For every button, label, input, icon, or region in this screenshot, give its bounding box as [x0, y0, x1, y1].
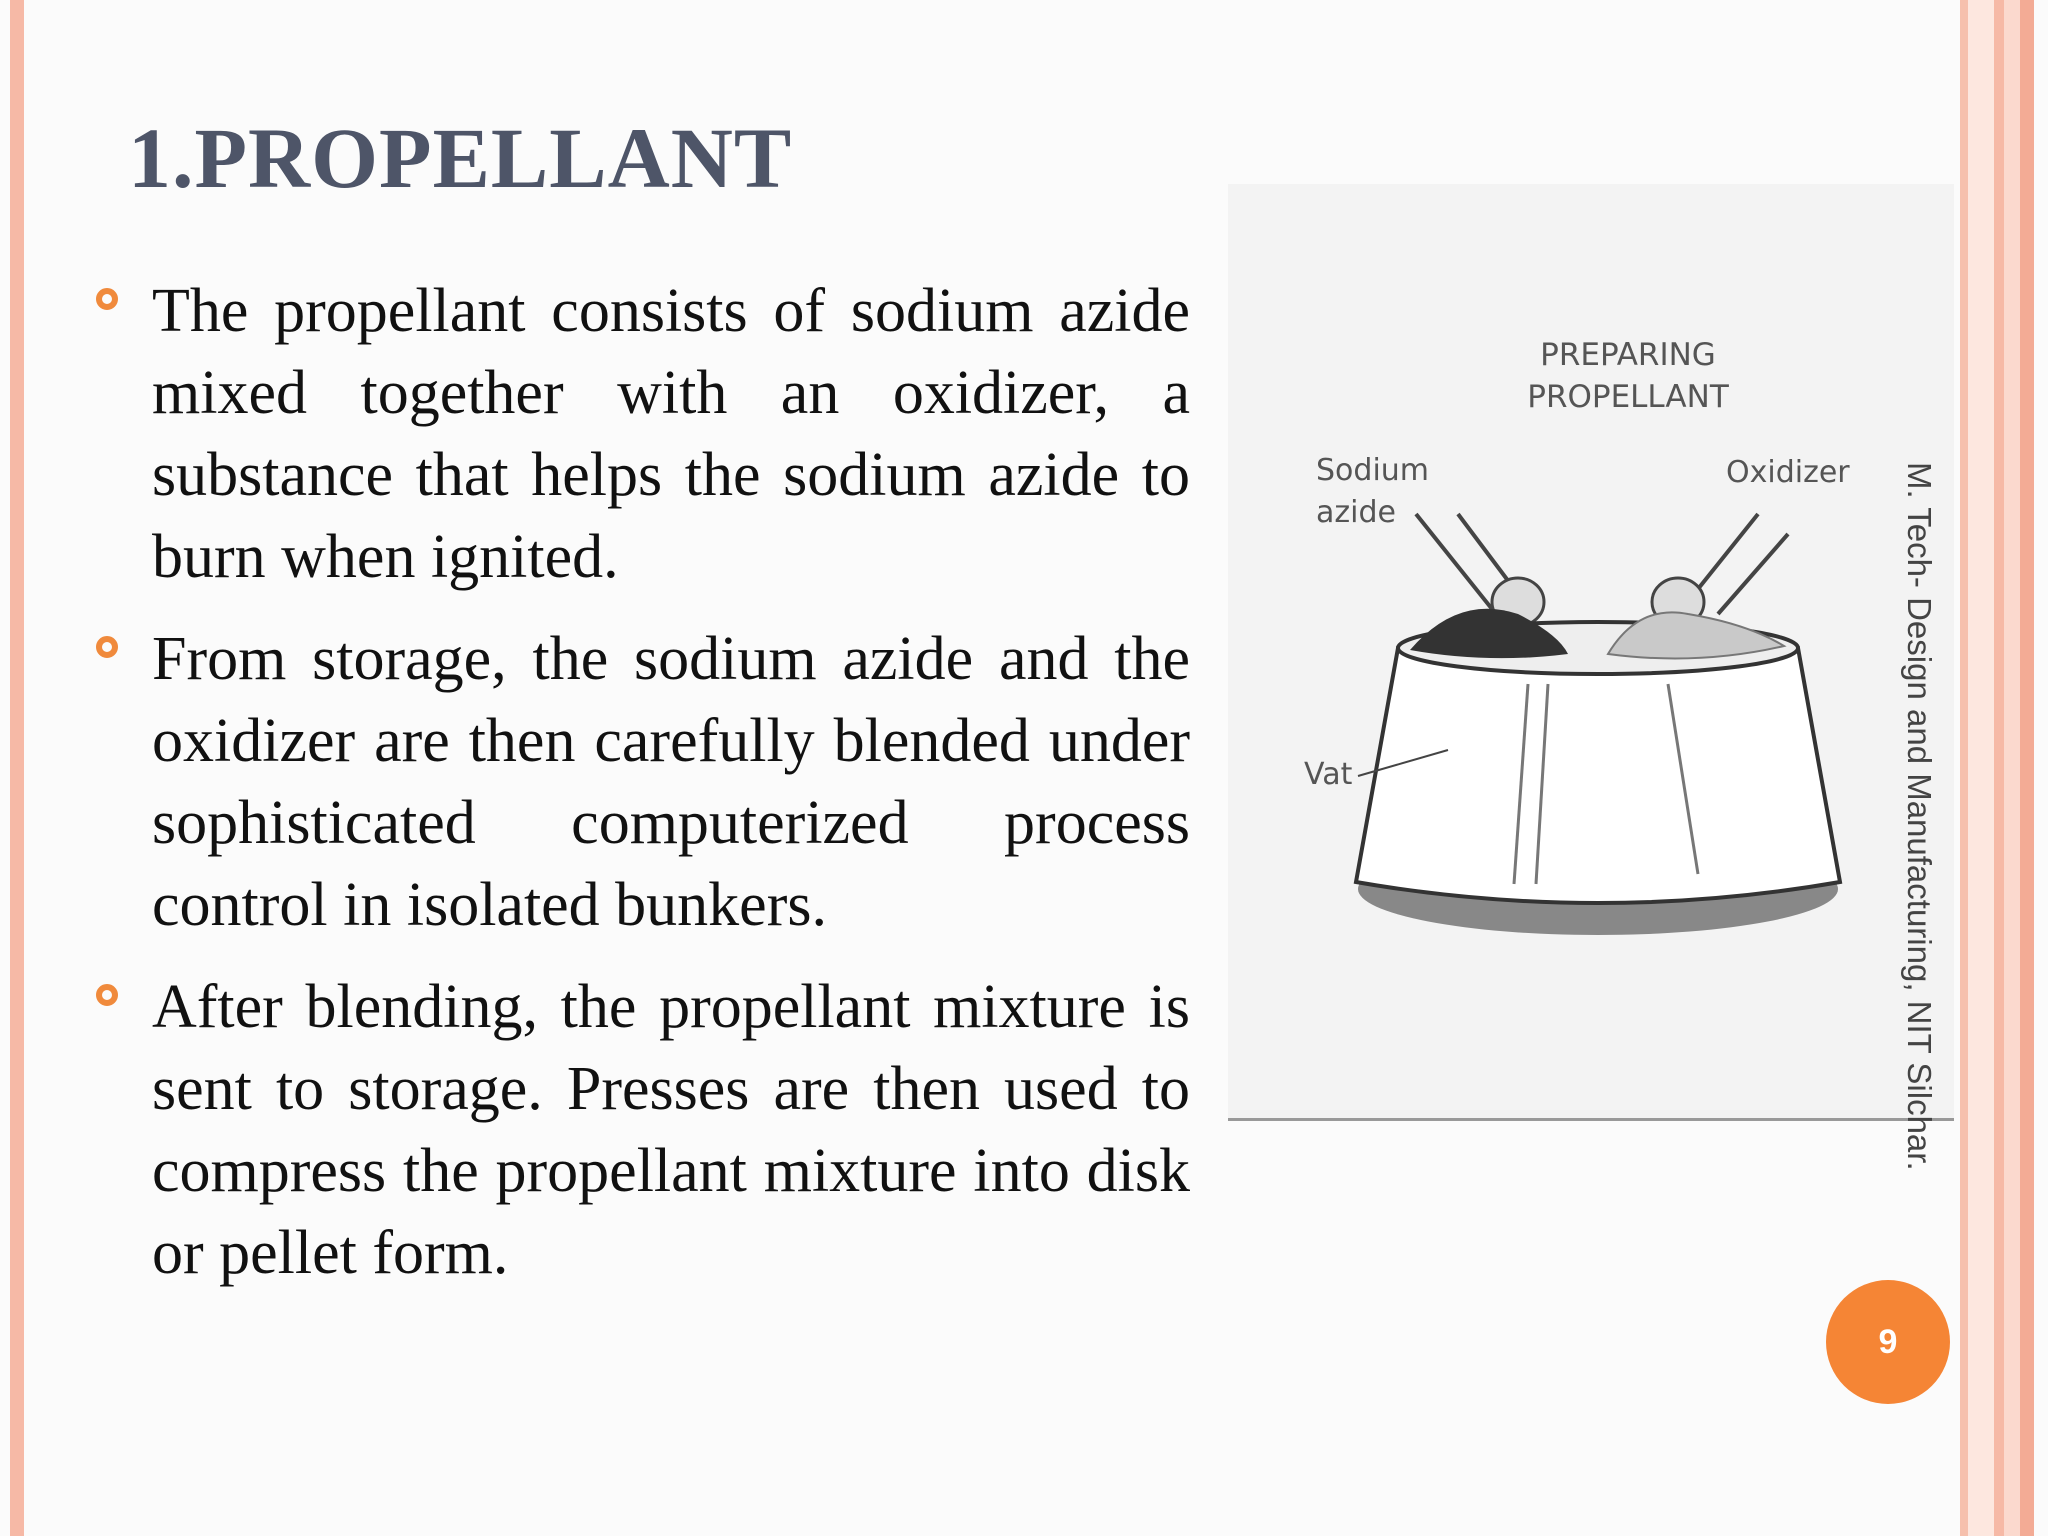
vat-body	[1356, 648, 1840, 903]
sodium-azide-label: Sodium azide	[1316, 453, 1430, 530]
propellant-illustration	[1228, 184, 1954, 1121]
vat-drawing	[1228, 184, 1954, 1118]
bullet-circle-icon	[96, 984, 118, 1006]
right-border-fill	[2004, 0, 2020, 1536]
right-border-fill	[1968, 0, 1994, 1536]
oxidizer-label: Oxidizer	[1726, 455, 1850, 490]
bullet-item	[92, 618, 1190, 946]
footer-text: M. Tech- Design and Manufacturing, NIT Silchar.	[1901, 462, 1938, 1171]
sodium-azide-pile	[1410, 609, 1568, 658]
oxidizer-pile	[1608, 612, 1784, 658]
bullet-text: The propellant consists of sodium azide mixed together with an oxidizer, a substance that helps the sodium azide to burn when ignited.	[152, 277, 1190, 591]
slide-title: 1.PROPELLANT	[128, 110, 793, 206]
bullet-item	[92, 270, 1190, 598]
bullet-text: After blending, the propellant mixture is sent to storage. Presses are then used to compress the propellant mixture into disk or pellet form.	[152, 973, 1190, 1287]
vat-label: Vat	[1304, 757, 1353, 792]
bullet-list	[92, 270, 1190, 1314]
bullet-text: From storage, the sodium azide and the oxidizer are then carefully blended under sophisticated computerized process control in isolated bunkers.	[152, 625, 1190, 939]
oxidizer-chute-line	[1718, 534, 1788, 614]
right-border-stripe	[2020, 0, 2034, 1536]
bullet-item	[92, 966, 1190, 1294]
page-number-badge: 9	[1826, 1280, 1950, 1404]
left-border-stripe	[10, 0, 24, 1536]
right-border-stripe	[1994, 0, 2004, 1536]
right-border-stripe	[1960, 0, 1968, 1536]
figure-heading: PREPARING PROPELLANT	[1527, 337, 1729, 415]
bullet-circle-icon	[96, 288, 118, 310]
bullet-circle-icon	[96, 636, 118, 658]
